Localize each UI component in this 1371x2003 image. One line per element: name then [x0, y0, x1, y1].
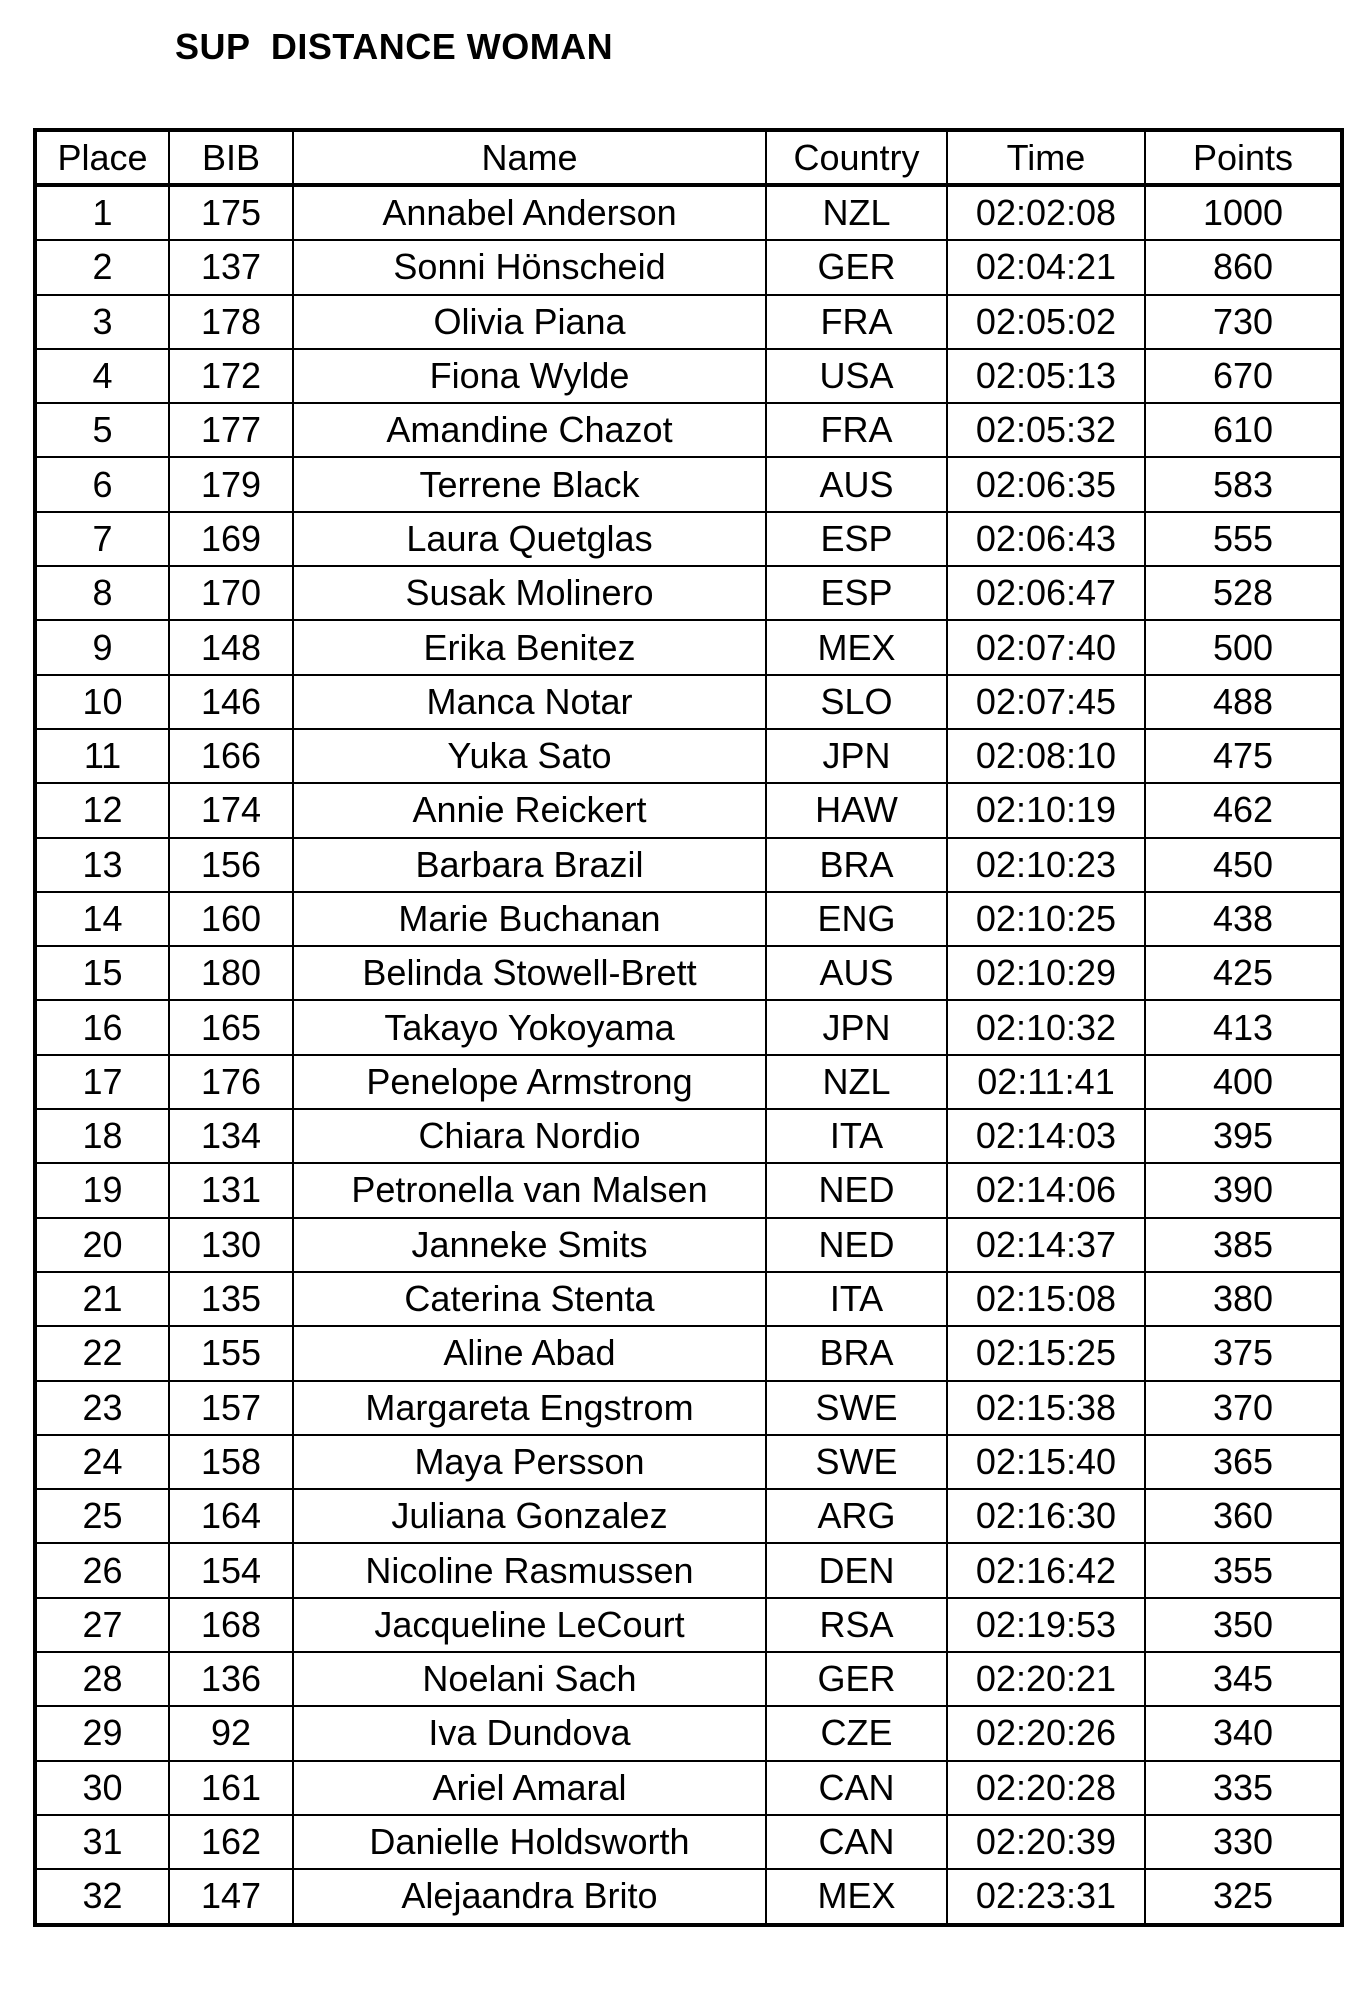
cell-points: 670 — [1145, 349, 1342, 403]
cell-points: 400 — [1145, 1055, 1342, 1109]
cell-points: 365 — [1145, 1435, 1342, 1489]
cell-country: SLO — [766, 675, 947, 729]
cell-bib: 156 — [169, 838, 293, 892]
cell-name: Danielle Holdsworth — [293, 1815, 766, 1869]
cell-time: 02:05:13 — [947, 349, 1145, 403]
cell-place: 16 — [35, 1000, 169, 1054]
table-row — [35, 1869, 1342, 1924]
cell-place: 32 — [35, 1869, 169, 1924]
cell-name: Susak Molinero — [293, 566, 766, 620]
cell-place: 12 — [35, 783, 169, 837]
cell-place: 11 — [35, 729, 169, 783]
cell-bib: 177 — [169, 403, 293, 457]
table-row — [35, 675, 1342, 729]
cell-place: 19 — [35, 1163, 169, 1217]
cell-place: 9 — [35, 620, 169, 674]
cell-points: 555 — [1145, 512, 1342, 566]
cell-bib: 164 — [169, 1489, 293, 1543]
cell-points: 325 — [1145, 1869, 1342, 1924]
cell-points: 385 — [1145, 1218, 1342, 1272]
table-row — [35, 1163, 1342, 1217]
cell-country: HAW — [766, 783, 947, 837]
table-row — [35, 620, 1342, 674]
cell-points: 450 — [1145, 838, 1342, 892]
cell-place: 27 — [35, 1598, 169, 1652]
cell-time: 02:05:32 — [947, 403, 1145, 457]
cell-place: 20 — [35, 1218, 169, 1272]
table-body — [35, 185, 1342, 1925]
cell-bib: 134 — [169, 1109, 293, 1163]
table-row — [35, 403, 1342, 457]
cell-name: Yuka Sato — [293, 729, 766, 783]
cell-points: 425 — [1145, 946, 1342, 1000]
cell-place: 8 — [35, 566, 169, 620]
cell-name: Iva Dundova — [293, 1706, 766, 1760]
cell-bib: 172 — [169, 349, 293, 403]
cell-bib: 157 — [169, 1381, 293, 1435]
cell-time: 02:02:08 — [947, 185, 1145, 240]
cell-place: 14 — [35, 892, 169, 946]
cell-country: USA — [766, 349, 947, 403]
cell-bib: 165 — [169, 1000, 293, 1054]
header-row — [35, 130, 1342, 185]
cell-country: GER — [766, 1652, 947, 1706]
cell-bib: 137 — [169, 240, 293, 294]
cell-name: Olivia Piana — [293, 295, 766, 349]
cell-name: Fiona Wylde — [293, 349, 766, 403]
cell-points: 610 — [1145, 403, 1342, 457]
cell-country: JPN — [766, 1000, 947, 1054]
cell-country: BRA — [766, 838, 947, 892]
header-country: Country — [766, 130, 947, 185]
cell-name: Aline Abad — [293, 1326, 766, 1380]
cell-name: Ariel Amaral — [293, 1761, 766, 1815]
cell-time: 02:15:38 — [947, 1381, 1145, 1435]
cell-time: 02:07:45 — [947, 675, 1145, 729]
cell-time: 02:14:37 — [947, 1218, 1145, 1272]
cell-time: 02:20:28 — [947, 1761, 1145, 1815]
cell-time: 02:10:19 — [947, 783, 1145, 837]
cell-place: 13 — [35, 838, 169, 892]
cell-country: NED — [766, 1163, 947, 1217]
cell-bib: 130 — [169, 1218, 293, 1272]
cell-bib: 178 — [169, 295, 293, 349]
table-row — [35, 1435, 1342, 1489]
cell-place: 29 — [35, 1706, 169, 1760]
cell-country: RSA — [766, 1598, 947, 1652]
cell-points: 370 — [1145, 1381, 1342, 1435]
cell-points: 528 — [1145, 566, 1342, 620]
cell-country: ITA — [766, 1109, 947, 1163]
cell-country: NZL — [766, 1055, 947, 1109]
cell-time: 02:14:03 — [947, 1109, 1145, 1163]
cell-time: 02:08:10 — [947, 729, 1145, 783]
cell-place: 10 — [35, 675, 169, 729]
cell-place: 26 — [35, 1543, 169, 1597]
cell-bib: 155 — [169, 1326, 293, 1380]
table-row — [35, 1815, 1342, 1869]
cell-country: ITA — [766, 1272, 947, 1326]
cell-time: 02:10:32 — [947, 1000, 1145, 1054]
table-row — [35, 1489, 1342, 1543]
cell-time: 02:06:43 — [947, 512, 1145, 566]
cell-name: Janneke Smits — [293, 1218, 766, 1272]
cell-points: 413 — [1145, 1000, 1342, 1054]
cell-time: 02:20:39 — [947, 1815, 1145, 1869]
results-table — [33, 128, 1344, 1927]
cell-time: 02:15:25 — [947, 1326, 1145, 1380]
cell-place: 23 — [35, 1381, 169, 1435]
cell-name: Jacqueline LeCourt — [293, 1598, 766, 1652]
header-points: Points — [1145, 130, 1342, 185]
cell-points: 583 — [1145, 457, 1342, 511]
cell-bib: 136 — [169, 1652, 293, 1706]
cell-bib: 160 — [169, 892, 293, 946]
cell-country: AUS — [766, 457, 947, 511]
cell-points: 345 — [1145, 1652, 1342, 1706]
cell-name: Nicoline Rasmussen — [293, 1543, 766, 1597]
cell-bib: 170 — [169, 566, 293, 620]
cell-place: 31 — [35, 1815, 169, 1869]
cell-name: Erika Benitez — [293, 620, 766, 674]
cell-bib: 169 — [169, 512, 293, 566]
cell-place: 5 — [35, 403, 169, 457]
cell-time: 02:10:29 — [947, 946, 1145, 1000]
cell-bib: 146 — [169, 675, 293, 729]
cell-country: MEX — [766, 620, 947, 674]
cell-points: 1000 — [1145, 185, 1342, 240]
cell-country: CAN — [766, 1815, 947, 1869]
cell-bib: 179 — [169, 457, 293, 511]
cell-bib: 148 — [169, 620, 293, 674]
cell-name: Petronella van Malsen — [293, 1163, 766, 1217]
table-row — [35, 1109, 1342, 1163]
cell-time: 02:15:08 — [947, 1272, 1145, 1326]
cell-country: AUS — [766, 946, 947, 1000]
cell-bib: 135 — [169, 1272, 293, 1326]
cell-place: 18 — [35, 1109, 169, 1163]
cell-name: Marie Buchanan — [293, 892, 766, 946]
cell-name: Takayo Yokoyama — [293, 1000, 766, 1054]
cell-time: 02:04:21 — [947, 240, 1145, 294]
cell-time: 02:06:47 — [947, 566, 1145, 620]
cell-country: JPN — [766, 729, 947, 783]
cell-time: 02:20:21 — [947, 1652, 1145, 1706]
cell-time: 02:16:30 — [947, 1489, 1145, 1543]
cell-place: 2 — [35, 240, 169, 294]
cell-points: 355 — [1145, 1543, 1342, 1597]
cell-points: 335 — [1145, 1761, 1342, 1815]
cell-place: 3 — [35, 295, 169, 349]
cell-country: DEN — [766, 1543, 947, 1597]
table-row — [35, 1218, 1342, 1272]
cell-time: 02:19:53 — [947, 1598, 1145, 1652]
cell-bib: 176 — [169, 1055, 293, 1109]
cell-time: 02:10:23 — [947, 838, 1145, 892]
cell-country: CAN — [766, 1761, 947, 1815]
cell-country: FRA — [766, 295, 947, 349]
cell-points: 380 — [1145, 1272, 1342, 1326]
cell-bib: 174 — [169, 783, 293, 837]
cell-time: 02:11:41 — [947, 1055, 1145, 1109]
cell-name: Juliana Gonzalez — [293, 1489, 766, 1543]
table-row — [35, 1652, 1342, 1706]
table-row — [35, 1000, 1342, 1054]
cell-name: Chiara Nordio — [293, 1109, 766, 1163]
cell-country: SWE — [766, 1435, 947, 1489]
cell-time: 02:05:02 — [947, 295, 1145, 349]
header-bib: BIB — [169, 130, 293, 185]
cell-points: 475 — [1145, 729, 1342, 783]
cell-bib: 154 — [169, 1543, 293, 1597]
header-place: Place — [35, 130, 169, 185]
table-row — [35, 1543, 1342, 1597]
cell-place: 30 — [35, 1761, 169, 1815]
cell-country: FRA — [766, 403, 947, 457]
cell-bib: 92 — [169, 1706, 293, 1760]
cell-points: 488 — [1145, 675, 1342, 729]
cell-name: Alejaandra Brito — [293, 1869, 766, 1924]
cell-name: Caterina Stenta — [293, 1272, 766, 1326]
cell-name: Sonni Hönscheid — [293, 240, 766, 294]
cell-name: Terrene Black — [293, 457, 766, 511]
table-row — [35, 1381, 1342, 1435]
cell-country: CZE — [766, 1706, 947, 1760]
table-row — [35, 729, 1342, 783]
cell-country: MEX — [766, 1869, 947, 1924]
cell-points: 360 — [1145, 1489, 1342, 1543]
cell-points: 730 — [1145, 295, 1342, 349]
cell-time: 02:07:40 — [947, 620, 1145, 674]
cell-points: 340 — [1145, 1706, 1342, 1760]
cell-points: 462 — [1145, 783, 1342, 837]
cell-name: Maya Persson — [293, 1435, 766, 1489]
cell-country: ESP — [766, 512, 947, 566]
table-row — [35, 1272, 1342, 1326]
table-row — [35, 946, 1342, 1000]
cell-bib: 131 — [169, 1163, 293, 1217]
cell-time: 02:06:35 — [947, 457, 1145, 511]
cell-points: 375 — [1145, 1326, 1342, 1380]
cell-place: 17 — [35, 1055, 169, 1109]
header-name: Name — [293, 130, 766, 185]
cell-place: 25 — [35, 1489, 169, 1543]
cell-time: 02:23:31 — [947, 1869, 1145, 1924]
table-row — [35, 457, 1342, 511]
cell-time: 02:10:25 — [947, 892, 1145, 946]
table-row — [35, 295, 1342, 349]
cell-place: 1 — [35, 185, 169, 240]
page-title: SUP DISTANCE WOMAN — [175, 26, 614, 67]
cell-points: 350 — [1145, 1598, 1342, 1652]
cell-points: 438 — [1145, 892, 1342, 946]
cell-place: 7 — [35, 512, 169, 566]
cell-name: Noelani Sach — [293, 1652, 766, 1706]
cell-name: Margareta Engstrom — [293, 1381, 766, 1435]
cell-name: Manca Notar — [293, 675, 766, 729]
header-time: Time — [947, 130, 1145, 185]
table-row — [35, 838, 1342, 892]
cell-country: ENG — [766, 892, 947, 946]
cell-bib: 158 — [169, 1435, 293, 1489]
cell-time: 02:15:40 — [947, 1435, 1145, 1489]
cell-time: 02:20:26 — [947, 1706, 1145, 1760]
cell-name: Annabel Anderson — [293, 185, 766, 240]
table-row — [35, 892, 1342, 946]
cell-name: Laura Quetglas — [293, 512, 766, 566]
cell-name: Penelope Armstrong — [293, 1055, 766, 1109]
cell-country: ESP — [766, 566, 947, 620]
cell-place: 21 — [35, 1272, 169, 1326]
table-row — [35, 1706, 1342, 1760]
cell-bib: 162 — [169, 1815, 293, 1869]
cell-name: Amandine Chazot — [293, 403, 766, 457]
cell-time: 02:14:06 — [947, 1163, 1145, 1217]
cell-points: 860 — [1145, 240, 1342, 294]
table-header — [35, 130, 1342, 185]
table-row — [35, 185, 1342, 240]
table-row — [35, 783, 1342, 837]
cell-time: 02:16:42 — [947, 1543, 1145, 1597]
cell-country: ARG — [766, 1489, 947, 1543]
cell-place: 4 — [35, 349, 169, 403]
cell-bib: 166 — [169, 729, 293, 783]
cell-bib: 147 — [169, 1869, 293, 1924]
cell-bib: 175 — [169, 185, 293, 240]
table-row — [35, 1761, 1342, 1815]
table-row — [35, 349, 1342, 403]
cell-points: 500 — [1145, 620, 1342, 674]
cell-points: 395 — [1145, 1109, 1342, 1163]
cell-country: NED — [766, 1218, 947, 1272]
cell-name: Annie Reickert — [293, 783, 766, 837]
cell-place: 22 — [35, 1326, 169, 1380]
cell-name: Belinda Stowell-Brett — [293, 946, 766, 1000]
table-row — [35, 1598, 1342, 1652]
cell-place: 15 — [35, 946, 169, 1000]
cell-name: Barbara Brazil — [293, 838, 766, 892]
cell-place: 6 — [35, 457, 169, 511]
cell-country: GER — [766, 240, 947, 294]
cell-bib: 168 — [169, 1598, 293, 1652]
cell-points: 390 — [1145, 1163, 1342, 1217]
cell-country: BRA — [766, 1326, 947, 1380]
table-row — [35, 1326, 1342, 1380]
cell-bib: 161 — [169, 1761, 293, 1815]
cell-country: SWE — [766, 1381, 947, 1435]
cell-country: NZL — [766, 185, 947, 240]
table-row — [35, 566, 1342, 620]
table-row — [35, 240, 1342, 294]
cell-place: 28 — [35, 1652, 169, 1706]
table-row — [35, 1055, 1342, 1109]
cell-place: 24 — [35, 1435, 169, 1489]
table-row — [35, 512, 1342, 566]
cell-points: 330 — [1145, 1815, 1342, 1869]
cell-bib: 180 — [169, 946, 293, 1000]
